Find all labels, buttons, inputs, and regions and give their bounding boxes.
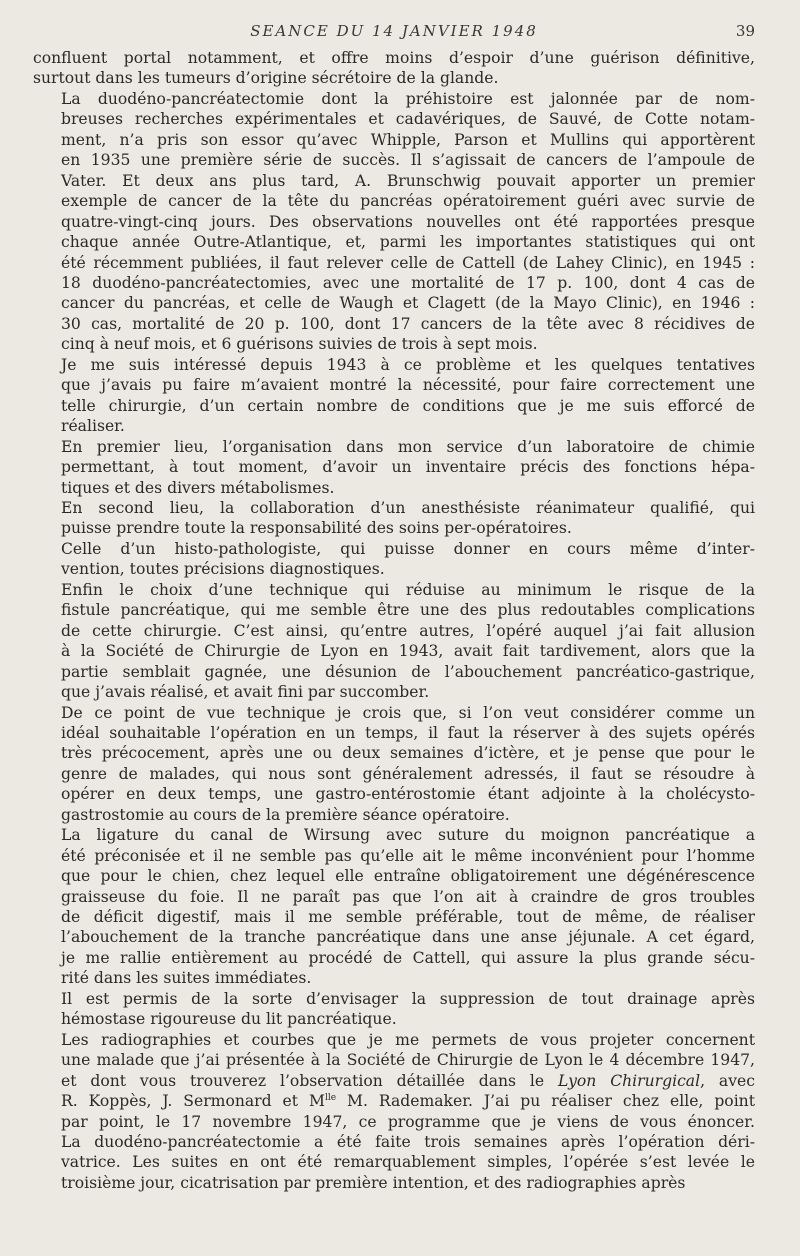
- text-line: Les radiographies et courbes que je me permets de vous projeter concernent: [61, 1030, 755, 1049]
- text-line: par point, le 17 novembre 1947, ce programme que je viens de vous énoncer.: [61, 1112, 755, 1131]
- text-line: troisième jour, cicatrisation par première intention, et des radiographies après: [61, 1173, 686, 1192]
- text-line: genre de malades, qui nous sont généralement adressés, il faut se résoudre à: [61, 764, 755, 783]
- text-line: en 1935 une première série de succès. Il s’agissait de cancers de l’ampoule de: [61, 151, 755, 170]
- text-line: et dont vous trouverez l’observation détaillée dans le Lyon Chirurgical, avec: [61, 1071, 755, 1090]
- paragraph: [33, 703, 755, 826]
- italic-title: Lyon Chirurgical: [558, 1071, 701, 1090]
- text-line: que pour le chien, chez lequel elle entraîne obligatoirement une dégénérescence: [61, 867, 755, 886]
- text-line: graisseuse du foie. Il ne paraît pas que l’on ait à craindre de gros troubles: [61, 887, 755, 906]
- text-line: R. Koppès, J. Sermonard et $M^{lle}$ M. Rademaker. J’ai pu réaliser chez elle, point: [61, 1092, 755, 1111]
- text-line: de déficit digestif, mais il me semble préférable, tout de même, de réaliser: [61, 908, 755, 927]
- text-line: permettant, à tout moment, d’avoir un inventaire précis des fonctions hépa-: [61, 458, 755, 477]
- paragraph: [33, 48, 755, 89]
- text-line: partie semblait gagnée, une désunion de l’abouchement pancréatico-gastrique,: [61, 662, 755, 681]
- paragraph: [33, 1030, 755, 1194]
- text-line: puisse prendre toute la responsabilité des soins per-opératoires.: [61, 519, 572, 538]
- text-line: 18 duodéno-pancréatectomies, avec une mortalité de 17 p. 100, dont 4 cas de: [61, 273, 755, 292]
- text-line: opérer en deux temps, une gastro-entérostomie étant adjointe à la cholécysto-: [61, 785, 755, 804]
- paragraph: [33, 580, 755, 703]
- paragraph: [33, 825, 755, 989]
- paragraph: [33, 539, 755, 580]
- text-line: En second lieu, la collaboration d’un anesthésiste réanimateur qualifié, qui: [61, 498, 755, 517]
- text-line: 30 cas, mortalité de 20 p. 100, dont 17 cancers de la tête avec 8 récidives de: [61, 314, 755, 333]
- text-line: été récemment publiées, il faut relever celle de Cattell (de Lahey Clinic), en 1945 :: [61, 253, 755, 272]
- paragraph: [33, 89, 755, 355]
- text-line: l’abouchement de la tranche pancréatique dans une anse jéjunale. A cet égard,: [61, 928, 755, 947]
- text-line: gastrostomie au cours de la première séance opératoire.: [61, 805, 510, 824]
- body-text: [33, 48, 755, 1193]
- text-line: rité dans les suites immédiates.: [61, 969, 312, 988]
- text-line: que j’avais réalisé, et avait fini par succomber.: [61, 683, 430, 702]
- text-line: cancer du pancréas, et celle de Waugh et Clagett (de la Mayo Clinic), en 1946 :: [61, 294, 755, 313]
- text-line: La ligature du canal de Wirsung avec suture du moignon pancréatique a: [61, 826, 755, 845]
- text-line: une malade que j’ai présentée à la Société de Chirurgie de Lyon le 4 décembre 1947,: [61, 1051, 755, 1070]
- paragraph: [33, 355, 755, 437]
- superscript: lle: [324, 1092, 337, 1103]
- text-line: Je me suis intéressé depuis 1943 à ce problème et les quelques tentatives: [61, 355, 755, 374]
- text-line: confluent portal notamment, et offre moins d’espoir d’une guérison définitive,: [33, 49, 755, 67]
- text-line: chaque année Outre-Atlantique, et, parmi les importantes statistiques qui ont: [61, 233, 755, 252]
- text-line: vatrice. Les suites en ont été remarquablement simples, l’opérée s’est levée le: [61, 1153, 755, 1172]
- text-line: telle chirurgie, d’un certain nombre de conditions que je me suis efforcé de: [61, 396, 755, 415]
- paragraph: [33, 989, 755, 1030]
- text-line: réaliser.: [61, 417, 125, 436]
- text-line: de cette chirurgie. C’est ainsi, qu’entre autres, l’opéré auquel j’ai fait allusion: [61, 621, 755, 640]
- text-line: que j’avais pu faire m’avaient montré la nécessité, pour faire correctement une: [61, 376, 755, 395]
- text-line: très précocement, après une ou deux semaines d’ictère, et je pense que pour le: [61, 744, 755, 763]
- text-line: été préconisée et il ne semble pas qu’elle ait le même inconvénient pour l’homme: [61, 846, 755, 865]
- text-line: vention, toutes précisions diagnostiques.: [61, 560, 385, 579]
- text-line: cinq à neuf mois, et 6 guérisons suivies de trois à sept mois.: [61, 335, 538, 354]
- text-line: De ce point de vue technique je crois que, si l’on veut considérer comme un: [61, 703, 755, 722]
- running-header: [33, 0, 755, 48]
- text-line: fistule pancréatique, qui me semble être une des plus redoutables complications: [61, 601, 755, 620]
- text-line: je me rallie entièrement au procédé de Cattell, qui assure la plus grande sécu-: [61, 948, 755, 967]
- paragraph: [33, 437, 755, 498]
- text-line: à la Société de Chirurgie de Lyon en 1943, avait fait tardivement, alors que la: [61, 642, 755, 661]
- text-line: Vater. Et deux ans plus tard, A. Brunschwig pouvait apporter un premier: [61, 171, 755, 190]
- text-line: En premier lieu, l’organisation dans mon service d’un laboratoire de chimie: [61, 437, 755, 456]
- text-line: Enfin le choix d’une technique qui réduise au minimum le risque de la: [61, 580, 755, 599]
- text-line: surtout dans les tumeurs d’origine sécrétoire de la glande.: [33, 69, 499, 88]
- text-line: idéal souhaitable l’opération en un temps, il faut la réserver à des sujets opérés: [61, 723, 755, 742]
- text-line: breuses recherches expérimentales et cadavériques, de Sauvé, de Cotte notam-: [61, 110, 755, 129]
- text-line: Il est permis de la sorte d’envisager la suppression de tout drainage après: [61, 989, 755, 1008]
- text-line: exemple de cancer de la tête du pancréas opératoirement guéri avec survie de: [61, 192, 755, 211]
- text-line: tiques et des divers métabolismes.: [61, 478, 335, 497]
- text-line: La duodéno-pancréatectomie a été faite trois semaines après l’opération déri-: [61, 1133, 755, 1152]
- running-title: SEANCE DU 14 JANVIER 1948: [250, 22, 538, 40]
- text-line: La duodéno-pancréatectomie dont la préhistoire est jalonnée par de nom-: [61, 89, 755, 108]
- text-line: quatre-vingt-cinq jours. Des observations nouvelles ont été rapportées presque: [61, 212, 755, 231]
- paragraph: [33, 498, 755, 539]
- text-line: Celle d’un histo-pathologiste, qui puisse donner en cours même d’inter-: [61, 539, 755, 558]
- text-line: hémostase rigoureuse du lit pancréatique.: [61, 1010, 397, 1029]
- text-line: ment, n’a pris son essor qu’avec Whipple, Parson et Mullins qui apportèrent: [61, 130, 755, 149]
- page-number: 39: [735, 22, 755, 40]
